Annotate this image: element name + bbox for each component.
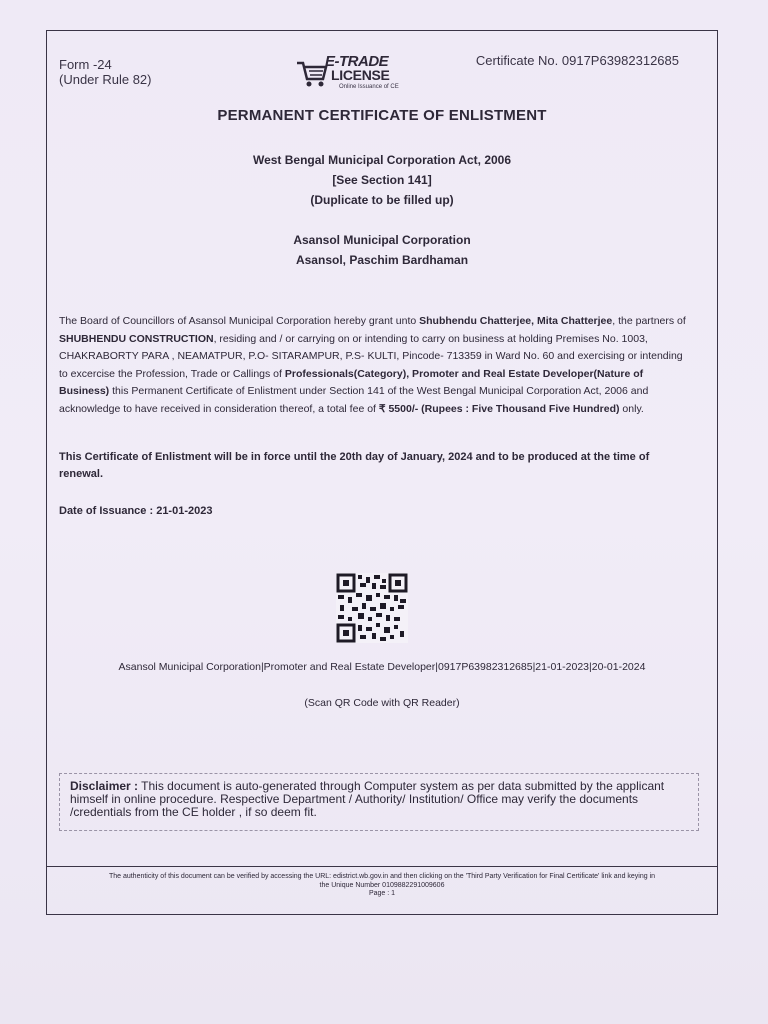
act-name: West Bengal Municipal Corporation Act, 2006 bbox=[252, 153, 512, 167]
logo-line-2: LICENSE bbox=[331, 67, 390, 83]
text-segment: The Board of Councillors of Asansol Municipal Corporation hereby grant unto bbox=[59, 315, 420, 327]
section-reference: [See Section 141] bbox=[332, 173, 432, 187]
corporation-location: Asansol, Paschim Bardhaman bbox=[295, 253, 469, 267]
logo-line-3: Online Issuance of CE bbox=[339, 84, 399, 90]
text-segment: this Permanent Certificate of Enlistment under Section 141 of the West Bengal Municipal Corporation Act, 2006 and acknowledge to have received in consideration thereof, a total fee of bbox=[59, 385, 649, 415]
page-number: Page : 1 bbox=[368, 890, 396, 897]
issuance-date: Date of Issuance : 21-01-2023 bbox=[59, 505, 213, 517]
disclaimer-text: This document is auto-generated through Computer system as per data submitted by the applicant himself in online procedure. Respective Department / Authority/ Institution/ Office may verify the documents /credentials from the CE holder , if so deem fit. bbox=[70, 779, 665, 819]
qr-caption: Asansol Municipal Corporation|Promoter and Real Estate Developer|0917P63982312685|21-01-2023|20-01-2024 bbox=[118, 661, 646, 673]
qr-code bbox=[336, 573, 408, 643]
page-title: PERMANENT CERTIFICATE OF ENLISTMENT bbox=[217, 107, 547, 124]
form-number-block bbox=[59, 57, 152, 87]
footer-line-1: The authenticity of this document can be verified by accessing the URL: edistrict.wb.gov.in and then clicking on the 'Third Party Verification for Final Certificate' link and keying in bbox=[108, 873, 656, 880]
certificate-frame bbox=[46, 30, 718, 915]
text-segment: , residing and / or carrying on or intending to carry on business at holding Premises No. 1003, CHAKRABORTY PARA , NEAMATPUR, P.O- SITARAMPUR, P.S- KULTI, Pincode- 713359 in Ward No. 60 and exercising or intending to excercise the Profession, Trade or Callings of bbox=[59, 332, 683, 380]
etrade-license-logo bbox=[295, 53, 415, 95]
duplicate-note: (Duplicate to be filled up) bbox=[310, 193, 454, 207]
fee-amount: ₹ 5500/- (Rupees : Five Thousand Five Hundred) bbox=[378, 402, 620, 415]
holder-names: Shubhendu Chatterjee, Mita Chatterjee bbox=[419, 315, 613, 327]
grant-paragraph bbox=[59, 313, 687, 419]
form-number: Form -24 bbox=[59, 57, 112, 72]
business-category: Professionals(Category), Promoter and Real Estate Developer(Nature of Business) bbox=[59, 367, 644, 398]
disclaimer-label: Disclaimer : bbox=[70, 779, 139, 793]
disclaimer-box bbox=[59, 773, 699, 831]
text-segment: only. bbox=[619, 402, 644, 415]
cart-icon bbox=[295, 57, 329, 89]
scan-note: (Scan QR Code with QR Reader) bbox=[304, 697, 460, 709]
corporation-name: Asansol Municipal Corporation bbox=[293, 233, 471, 247]
rule-reference: (Under Rule 82) bbox=[59, 72, 152, 87]
validity-statement: This Certificate of Enlistment will be in force until the 20th day of January, 2024 and to be produced at the time of renewal. bbox=[59, 451, 650, 480]
certificate-number: Certificate No. 0917P63982312685 bbox=[475, 53, 679, 68]
text-segment: , the partners of bbox=[612, 315, 686, 327]
verification-footer bbox=[47, 866, 717, 899]
footer-line-2: the Unique Number 0109882291009606 bbox=[319, 881, 445, 889]
firm-name: SHUBHENDU CONSTRUCTION bbox=[59, 332, 214, 345]
logo-line-1: E-TRADE bbox=[325, 53, 389, 70]
